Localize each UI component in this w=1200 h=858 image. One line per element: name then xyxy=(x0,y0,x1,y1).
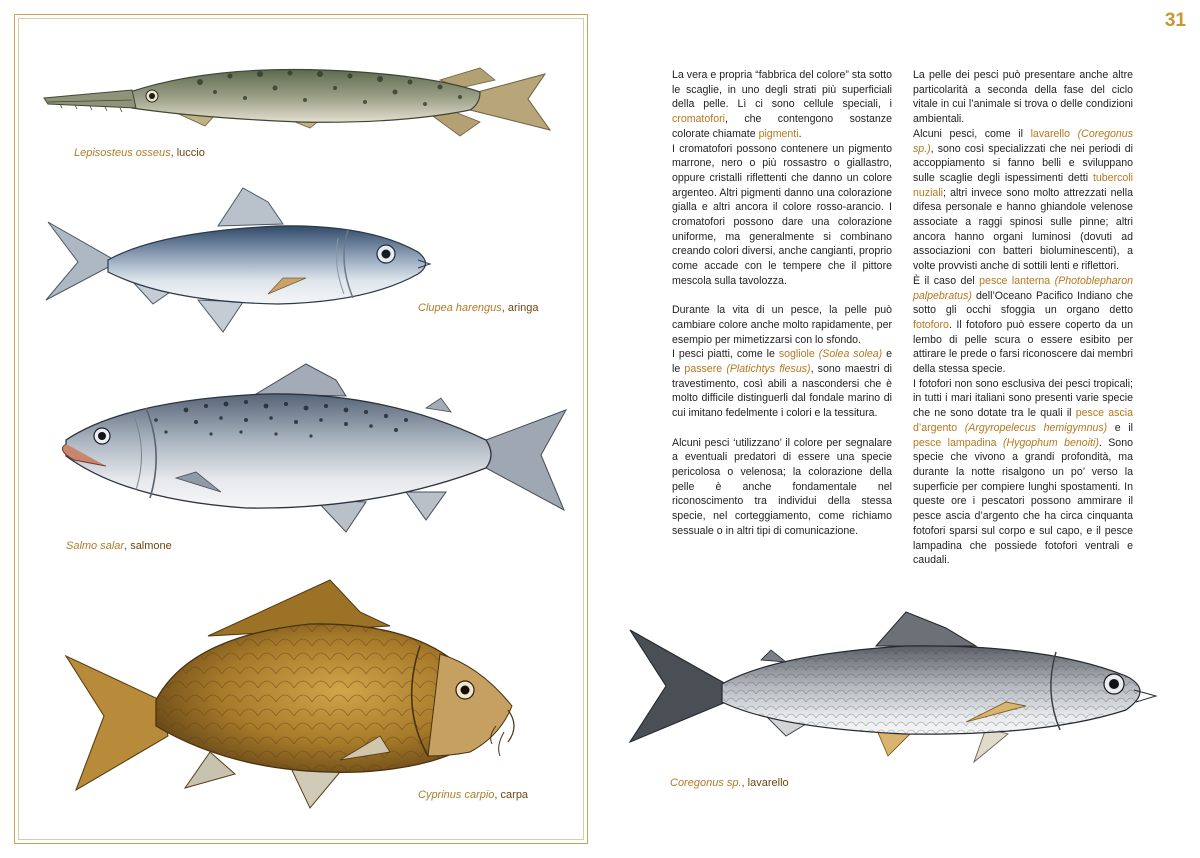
body-text: La pelle dei pesci può presentare anche altre particolarità a seconda della fase del ciclo vitale in cui l’animale si trova o delle condizioni ambientali. xyxy=(913,69,1133,126)
body-text: I pesci piatti, come le xyxy=(672,348,779,361)
caption-salmon-scientific: Salmo salar xyxy=(66,540,125,552)
body-text xyxy=(1070,128,1078,140)
column1-paragraph-4 xyxy=(672,347,892,421)
caption-carp xyxy=(418,789,528,801)
column2-paragraph-4 xyxy=(913,377,1133,568)
body-text: e il xyxy=(1107,421,1133,434)
highlighted-term: pigmenti xyxy=(758,127,799,140)
whitefish-illustration xyxy=(626,606,1166,776)
caption-gar-common: , luccio xyxy=(170,147,205,159)
caption-herring xyxy=(418,302,539,314)
caption-gar xyxy=(74,147,205,159)
body-text: Alcuni pesci, come il xyxy=(913,127,1031,140)
caption-carp-common: , carpa xyxy=(494,789,529,801)
body-text: . xyxy=(798,127,802,140)
column1-paragraph-1 xyxy=(672,68,892,142)
body-text: ; altri invece sono molto attrezzati nella difesa personale e hanno ghiandole velenose associate a raggi spinosi sulle pinne; altri ancora hanno organi luminosi (dovuti ad associazioni con batteri bioluminescenti), a volte provvisti anche di sottili lenti e riflettori. xyxy=(913,186,1133,273)
highlighted-term: tubercoli nuziali xyxy=(913,171,1133,199)
caption-carp-scientific: Cyprinus carpio xyxy=(418,789,495,801)
highlighted-term: (Argyropelecus hemigymnus) xyxy=(964,421,1108,434)
column1-paragraph-3 xyxy=(672,303,892,347)
body-text: dell’Oceano Pacifico Indiano che sotto gli occhi sfoggia un organo detto xyxy=(913,289,1133,317)
body-text: e le xyxy=(672,348,892,376)
body-text: , sono così specializzati che nei periodi di accoppiamento si fanno belli e sviluppano sulle scaglie degli ispessimenti detti xyxy=(913,142,1133,184)
highlighted-term: fotoforo xyxy=(913,318,949,331)
column1-paragraph-2 xyxy=(672,142,892,289)
highlighted-term: pesce lanterna xyxy=(979,274,1051,287)
body-text: Alcuni pesci ‘utilizzano’ il colore per segnalare a eventuali predatori di essere una specie pericolosa o velenosa; la colorazione della pelle è anche fondamentale nel riconoscimento tra individui della stessa specie, nel corteggiamento, come richiamo sessuale o in altri tipi di comunicazione. xyxy=(672,436,892,537)
gar-illustration xyxy=(40,52,560,152)
caption-salmon xyxy=(66,540,172,552)
text-column-1 xyxy=(672,68,892,538)
highlighted-term: (Coregonus sp.) xyxy=(913,127,1133,155)
highlighted-term: pesce ascia d’argento xyxy=(913,407,1133,434)
highlighted-term: sogliole xyxy=(778,348,815,361)
body-text: Durante la vita di un pesce, la pelle può cambiare colore anche molto rapidamente, per esempio per mimetizzarsi con lo sfondo. xyxy=(672,304,892,346)
column2-paragraph-3 xyxy=(913,274,1133,377)
body-text: . Il fotoforo può essere coperto da un lembo di pelle scura o essere esibito per attirare le prede o farsi riconoscere dai membri della stessa specie. xyxy=(913,318,1133,376)
caption-whitefish-common: , lavarello xyxy=(741,777,789,789)
body-text: La vera e propria “fabbrica del colore” sta sotto le scaglie, in uno degli strati più superficiali della pelle. Lì ci sono cellule speciali, i xyxy=(672,69,892,111)
caption-herring-common: , aringa xyxy=(501,302,539,314)
caption-herring-scientific: Clupea harengus xyxy=(418,302,502,314)
highlighted-term: lavarello xyxy=(1030,127,1071,140)
highlighted-term: (Hygophum benoiti) xyxy=(1002,436,1099,449)
highlighted-term: (Solea solea) xyxy=(818,348,883,361)
herring-illustration xyxy=(38,182,438,342)
column2-paragraph-2 xyxy=(913,127,1133,274)
text-column-2 xyxy=(913,68,1133,568)
body-text xyxy=(957,422,965,434)
highlighted-term: cromatofori xyxy=(672,113,725,126)
page-number: 31 xyxy=(1164,10,1186,31)
highlighted-term: passere xyxy=(684,363,723,376)
body-text: I cromatofori possono contenere un pigmento marrone, nero o più rossastro o giallastro, oppure cristalli riflettenti che danno un colore argenteo. Altri pigmenti danno una colorazione gialla e altri ancora il colore rosso-arancio. I cromatofori possono dare una colorazione uniforme, ma generalmente si combinano creando colori diversi, anche cangianti, proprio come accade con le tempere che il pittore mescola sulla tavolozza. xyxy=(672,142,892,287)
body-text: , sono maestri di travestimento, così abili a nascondersi che è molto difficile distinguerli dal fondale marino di cui imitano fedelmente i colori e la tessitura. xyxy=(672,363,892,420)
caption-whitefish-scientific: Coregonus sp. xyxy=(670,777,742,789)
caption-gar-scientific: Lepisosteus osseus xyxy=(74,147,171,159)
caption-salmon-common: , salmone xyxy=(124,540,172,552)
column2-paragraph-1 xyxy=(913,68,1133,127)
body-text: , che contengono sostanze colorate chiamate xyxy=(672,113,892,140)
highlighted-term: (Photoblepharon palpebratus) xyxy=(913,274,1133,302)
body-text: È il caso del xyxy=(913,274,980,287)
highlighted-term: (Platichtys flesus) xyxy=(726,363,811,376)
salmon-illustration xyxy=(46,360,576,540)
caption-whitefish xyxy=(670,777,789,789)
highlighted-term: pesce lampadina xyxy=(913,436,997,449)
body-text: . Sono specie che vivono a grandi profondità, ma durante la notte risalgono un po’ verso la superficie per compiere lunghi spostamenti. In queste ore i pescatori possono ammirare il pesce ascia d’argento che ha circa cinquanta fotofori sparsi sul corpo e sul capo, e il pesce lampadina che possiede fotofori ventrali e caudali. xyxy=(913,436,1133,567)
body-text: I fotofori non sono esclusiva dei pesci tropicali; in tutti i mari italiani sono presenti varie specie che ne sono dotate tra le quali il xyxy=(913,377,1133,420)
column1-paragraph-5 xyxy=(672,436,892,539)
